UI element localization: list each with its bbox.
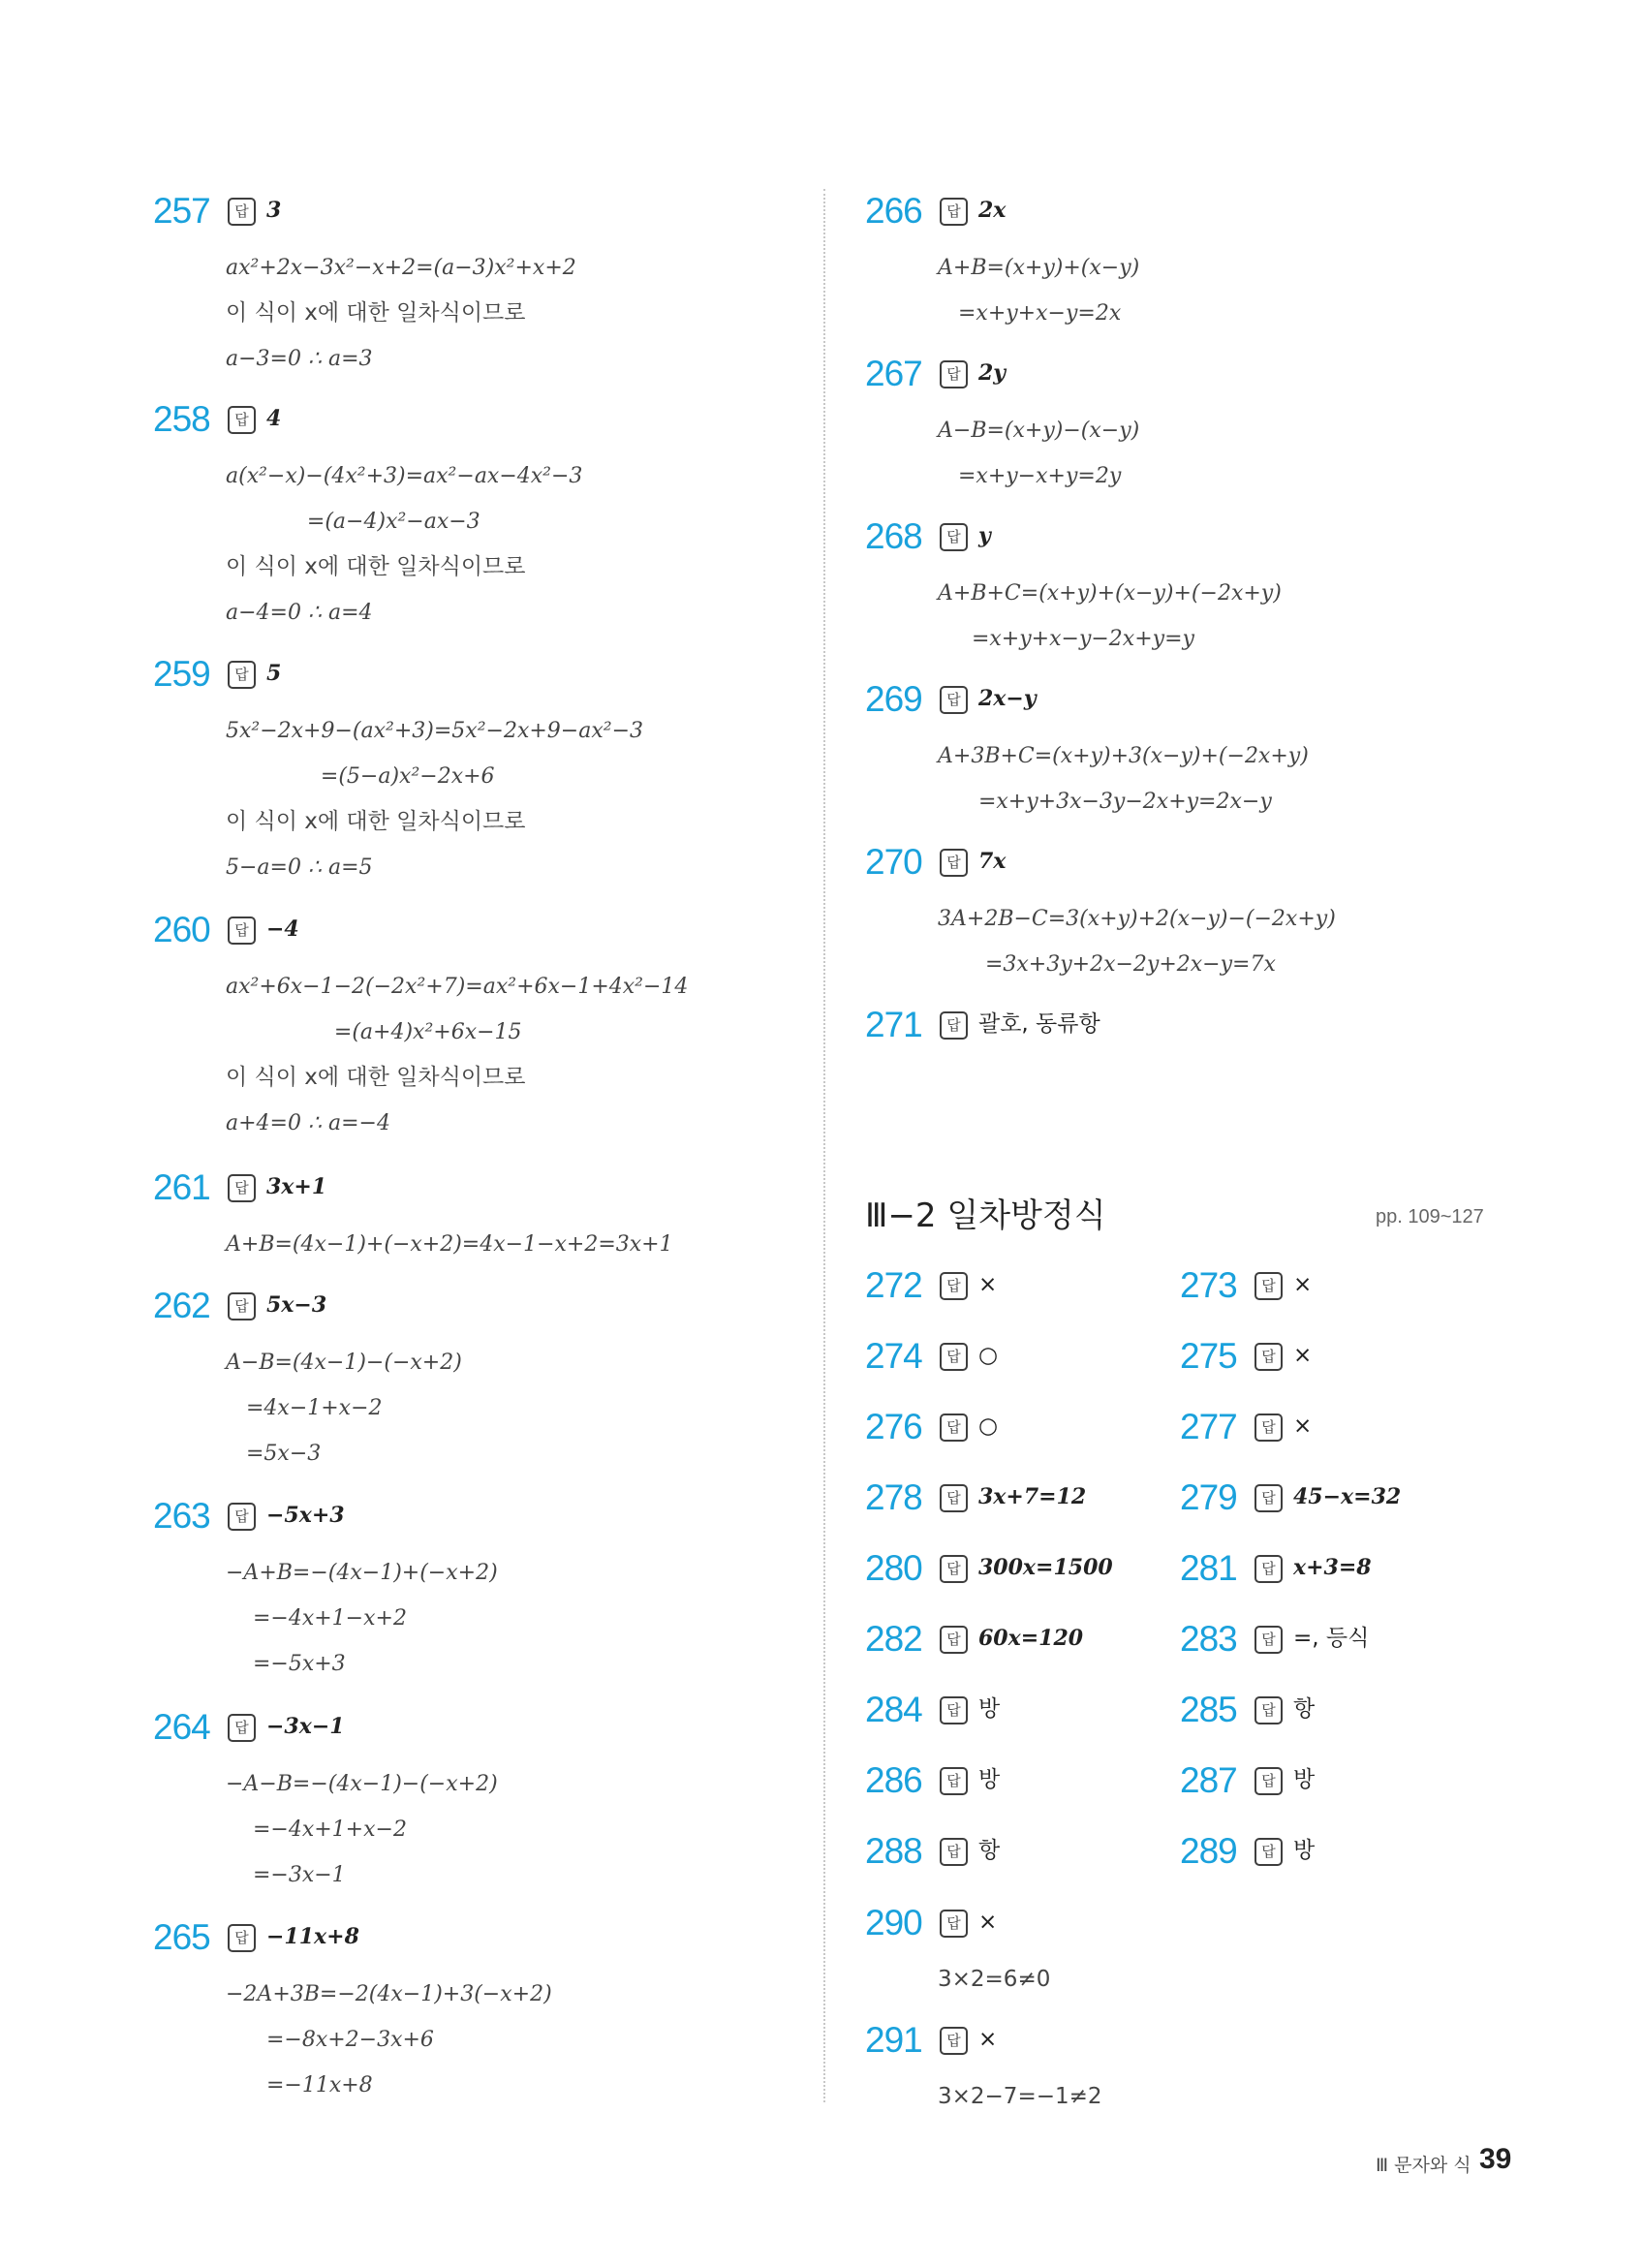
solution-line: A+B=(x+y)+(x−y): [938, 256, 1140, 280]
answer-value: 3x+1: [266, 1174, 327, 1199]
problem-258: [153, 397, 582, 636]
problem-number: 283: [1180, 1619, 1237, 1659]
page-range: pp. 109~127: [1376, 1206, 1484, 1227]
problem-number: 273: [1180, 1265, 1237, 1305]
answer-value: 5: [266, 661, 282, 686]
answer-badge-icon: 답: [940, 849, 968, 877]
problem-number: 278: [865, 1477, 922, 1517]
answer-value: 2x: [978, 198, 1007, 223]
problem-number: 267: [865, 354, 922, 393]
problem-number: 257: [153, 191, 210, 231]
answer-badge-icon: 답: [228, 1503, 256, 1531]
problem-259: [153, 652, 643, 890]
solution-line: =−11x+8: [226, 2073, 373, 2097]
answer-badge-icon: 답: [940, 360, 968, 388]
problem-number: 284: [865, 1690, 922, 1729]
problem-257: [153, 189, 576, 382]
solution-line: a+4=0 ∴ a=−4: [226, 1111, 390, 1135]
solution-line: A−B=(4x−1)−(−x+2): [226, 1351, 462, 1375]
problem-number: 285: [1180, 1690, 1237, 1729]
answer-value: ×: [978, 2027, 998, 2052]
problem-number: 275: [1180, 1336, 1237, 1376]
problem-number: 269: [865, 679, 922, 719]
problem-number: 264: [153, 1707, 210, 1747]
problem-number: 262: [153, 1286, 210, 1325]
answer-badge-icon: 답: [1255, 1272, 1283, 1300]
solution-line: 3×2=6≠0: [938, 1967, 1051, 1992]
problem-number: 261: [153, 1167, 210, 1207]
solution-line: 5−a=0 ∴ a=5: [226, 855, 373, 880]
problem-number: 276: [865, 1407, 922, 1446]
answer-badge-icon: 답: [940, 1838, 968, 1866]
answer-badge-icon: 답: [940, 1343, 968, 1371]
section-title: Ⅲ−2 일차방정식: [865, 1196, 1106, 1235]
answer-value: 7x: [978, 849, 1007, 874]
answer-badge-icon: 답: [1255, 1626, 1283, 1654]
answer-value: 방: [978, 1696, 1001, 1722]
answer-badge-icon: 답: [228, 661, 256, 689]
problem-number: 263: [153, 1496, 210, 1536]
problem-264: [153, 1705, 498, 1898]
solution-line: =−4x+1−x+2: [226, 1606, 407, 1631]
answer-badge-icon: 답: [228, 1924, 256, 1952]
problem-number: 260: [153, 910, 210, 949]
problem-number: 272: [865, 1265, 922, 1305]
answer-value: ×: [978, 1272, 998, 1297]
answer-value: ×: [1293, 1414, 1313, 1439]
problem-number: 286: [865, 1760, 922, 1800]
answer-value: −5x+3: [266, 1503, 345, 1528]
answer-badge-icon: 답: [940, 1767, 968, 1795]
answer-value: ×: [1293, 1343, 1313, 1368]
problem-268: [865, 514, 1282, 662]
answer-value: ×: [978, 1910, 998, 1935]
problem-269: [865, 677, 1309, 824]
solution-line: 이 식이 x에 대한 일차식이므로: [226, 809, 526, 834]
answer-value: 항: [978, 1838, 1001, 1863]
answer-badge-icon: 답: [940, 523, 968, 551]
answer-value: 4: [266, 406, 282, 431]
solution-line: =4x−1+x−2: [226, 1396, 383, 1420]
solution-line: −A−B=−(4x−1)−(−x+2): [226, 1772, 498, 1796]
answer-value: ×: [1293, 1272, 1313, 1297]
solution-line: 3×2−7=−1≠2: [938, 2084, 1102, 2109]
answer-badge-icon: 답: [228, 406, 256, 434]
problem-number: 270: [865, 842, 922, 882]
answer-badge-icon: 답: [1255, 1484, 1283, 1512]
answer-value: 방: [1293, 1767, 1316, 1792]
problem-number: 265: [153, 1917, 210, 1957]
answer-value: −3x−1: [266, 1714, 345, 1739]
answer-value: 3x+7=12: [978, 1484, 1087, 1509]
problem-267: [865, 352, 1139, 499]
solution-line: a−4=0 ∴ a=4: [226, 601, 373, 625]
problem-265: [153, 1915, 552, 2108]
answer-badge-icon: 답: [940, 1484, 968, 1512]
solution-line: =x+y+x−y=2x: [938, 301, 1122, 326]
problem-number: 266: [865, 191, 922, 231]
solution-line: 이 식이 x에 대한 일차식이므로: [226, 554, 526, 579]
answer-value: 300x=1500: [978, 1555, 1113, 1580]
problem-262: [153, 1284, 462, 1476]
solution-line: A+B=(4x−1)+(−x+2)=4x−1−x+2=3x+1: [226, 1232, 673, 1257]
answer-badge-icon: 답: [1255, 1767, 1283, 1795]
answer-badge-icon: 답: [940, 1555, 968, 1583]
answer-value: 2x−y: [978, 686, 1037, 711]
answer-value: 항: [1293, 1696, 1316, 1722]
answer-value: 괄호, 동류항: [978, 1011, 1100, 1037]
solution-line: =(a−4)x²−ax−3: [226, 510, 480, 534]
problem-number: 287: [1180, 1760, 1237, 1800]
answer-badge-icon: 답: [1255, 1838, 1283, 1866]
problem-number: 289: [1180, 1831, 1237, 1871]
answer-value: 60x=120: [978, 1626, 1084, 1651]
footer-section-label: Ⅲ 문자와 식: [1376, 2155, 1472, 2176]
problem-number: 277: [1180, 1407, 1237, 1446]
solution-line: a−3=0 ∴ a=3: [226, 347, 373, 371]
answer-badge-icon: 답: [940, 198, 968, 226]
solution-line: =5x−3: [226, 1442, 322, 1466]
problem-number: 274: [865, 1336, 922, 1376]
solution-line: ax²+6x−1−2(−2x²+7)=ax²+6x−1+4x²−14: [226, 975, 689, 999]
page-number: 39: [1479, 2143, 1512, 2175]
solution-line: ax²+2x−3x²−x+2=(a−3)x²+x+2: [226, 256, 576, 280]
answer-badge-icon: 답: [228, 198, 256, 226]
problem-number: 258: [153, 399, 210, 439]
answer-badge-icon: 답: [940, 1011, 968, 1040]
answer-badge-icon: 답: [228, 1174, 256, 1202]
answer-value: =, 등식: [1293, 1626, 1370, 1651]
solution-line: =3x+3y+2x−2y+2x−y=7x: [938, 952, 1276, 977]
answer-value: y: [978, 523, 991, 548]
solution-line: =x+y+x−y−2x+y=y: [938, 627, 1194, 651]
solution-line: 3A+2B−C=3(x+y)+2(x−y)−(−2x+y): [938, 907, 1336, 931]
answer-badge-icon: 답: [228, 1714, 256, 1742]
problem-261: [153, 1165, 673, 1267]
solution-line: =−3x−1: [226, 1863, 346, 1887]
answer-value: 방: [1293, 1838, 1316, 1863]
answer-badge-icon: 답: [940, 1626, 968, 1654]
problem-266: [865, 189, 1139, 336]
problem-number: 280: [865, 1548, 922, 1588]
answer-badge-icon: 답: [940, 2027, 968, 2055]
solution-line: −A+B=−(4x−1)+(−x+2): [226, 1561, 498, 1585]
answer-value: −11x+8: [266, 1924, 359, 1949]
answer-value: 방: [978, 1767, 1001, 1792]
answer-badge-icon: 답: [940, 1272, 968, 1300]
answer-value: −4: [266, 917, 299, 942]
answer-badge-icon: 답: [228, 1292, 256, 1320]
solution-line: =−8x+2−3x+6: [226, 2028, 434, 2052]
problem-number: 268: [865, 516, 922, 556]
problem-number: 259: [153, 654, 210, 694]
answer-value: x+3=8: [1293, 1555, 1372, 1580]
problem-291: [865, 2018, 1102, 2120]
problem-number: 282: [865, 1619, 922, 1659]
answer-badge-icon: 답: [1255, 1555, 1283, 1583]
answer-badge-icon: 답: [940, 1696, 968, 1724]
problem-number: 279: [1180, 1477, 1237, 1517]
solution-line: A+B+C=(x+y)+(x−y)+(−2x+y): [938, 581, 1282, 606]
answer-value: 2y: [978, 360, 1007, 386]
answer-value: 5x−3: [266, 1292, 327, 1318]
solution-line: A+3B+C=(x+y)+3(x−y)+(−2x+y): [938, 744, 1309, 768]
solution-line: 이 식이 x에 대한 일차식이므로: [226, 300, 526, 326]
solution-line: a(x²−x)−(4x²+3)=ax²−ax−4x²−3: [226, 464, 583, 488]
problem-number: 291: [865, 2020, 922, 2060]
problem-number: 271: [865, 1005, 922, 1044]
answer-badge-icon: 답: [228, 917, 256, 945]
answer-value: 45−x=32: [1293, 1484, 1402, 1509]
solution-line: −2A+3B=−2(4x−1)+3(−x+2): [226, 1982, 552, 2006]
column-divider: [823, 189, 825, 2102]
solution-line: 이 식이 x에 대한 일차식이므로: [226, 1065, 526, 1090]
answer-badge-icon: 답: [940, 1414, 968, 1442]
solution-line: A−B=(x+y)−(x−y): [938, 419, 1140, 443]
solution-line: =(a+4)x²+6x−15: [226, 1020, 522, 1044]
answer-badge-icon: 답: [940, 1910, 968, 1938]
solution-line: =x+y+3x−3y−2x+y=2x−y: [938, 790, 1272, 814]
solution-line: =−4x+1+x−2: [226, 1818, 407, 1842]
answer-badge-icon: 답: [1255, 1696, 1283, 1724]
problem-270: [865, 840, 1336, 987]
problem-263: [153, 1494, 498, 1687]
problem-290: [865, 1901, 1050, 2003]
solution-line: =(5−a)x²−2x+6: [226, 764, 495, 789]
answer-value: ○: [978, 1414, 999, 1439]
problem-number: 281: [1180, 1548, 1237, 1588]
solution-line: 5x²−2x+9−(ax²+3)=5x²−2x+9−ax²−3: [226, 719, 643, 743]
problem-number: 288: [865, 1831, 922, 1871]
answer-badge-icon: 답: [1255, 1414, 1283, 1442]
answer-value: ○: [978, 1343, 999, 1368]
solution-line: =x+y−x+y=2y: [938, 464, 1122, 488]
problem-number: 290: [865, 1903, 922, 1942]
solution-line: =−5x+3: [226, 1652, 346, 1676]
problem-260: [153, 908, 688, 1146]
answer-badge-icon: 답: [940, 686, 968, 714]
answer-value: 3: [266, 198, 282, 223]
answer-badge-icon: 답: [1255, 1343, 1283, 1371]
